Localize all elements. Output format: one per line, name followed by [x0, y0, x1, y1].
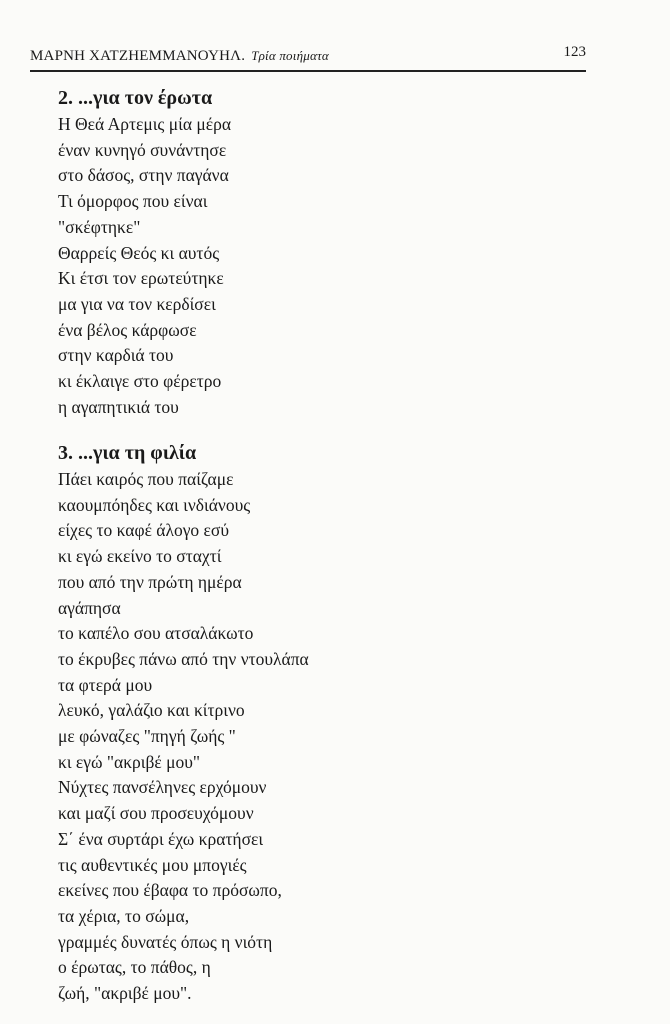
- verse-line: που από την πρώτη ημέρα: [58, 571, 242, 592]
- verse-line: Σ΄ ένα συρτάρι έχω κρατήσει: [58, 828, 264, 849]
- verse-line: Κι έτσι τον ερωτεύτηκε: [58, 268, 224, 289]
- verse-line: Τι όμορφος που είναι: [58, 191, 208, 212]
- verse-line: είχες το καφέ άλογο εσύ: [58, 520, 230, 541]
- verse-line: κι έκλαιγε στο φέρετρο: [58, 371, 222, 392]
- verse-line: Νύχτες πανσέληνες ερχόμουν: [58, 777, 267, 798]
- verse-line: στο δάσος, στην παγάνα: [58, 165, 229, 186]
- running-head: [30, 44, 586, 72]
- verse-line: με φώναζες "πηγή ζωής ": [58, 726, 236, 747]
- running-head-work-title: Τρία ποιήματα: [251, 48, 329, 63]
- verse-line: καουμπόηδες και ινδιάνους: [58, 494, 251, 515]
- verse-line: λευκό, γαλάζιο και κίτρινο: [58, 700, 245, 721]
- verse-line: Η Θεά Αρτεμις μία μέρα: [58, 114, 231, 134]
- verse-line: Θαρρείς Θεός κι αυτός: [58, 242, 220, 263]
- verse-line: ένα βέλος κάρφωσε: [58, 319, 197, 340]
- page-number: 123: [563, 44, 586, 60]
- verse-line: το έκρυβες πάνω από την ντουλάπα: [58, 648, 309, 669]
- poem-section-3: [58, 441, 309, 1007]
- verse-line: κι εγώ "ακριβέ μου": [58, 751, 201, 772]
- verse-line: ζωή, "ακριβέ μου".: [58, 983, 192, 1004]
- verse-line: κι εγώ εκείνο το σταχτί: [58, 546, 222, 567]
- verse-line: μα για να τον κερδίσει: [58, 293, 216, 314]
- verse-line: τα φτερά μου: [58, 674, 153, 695]
- verse-line: τις αυθεντικές μου μπογιές: [58, 854, 247, 875]
- verse-line: τα χέρια, το σώμα,: [58, 905, 190, 926]
- verse-line: και μαζί σου προσευχόμουν: [58, 803, 254, 824]
- verse-line: Πάει καιρός που παίζαμε: [58, 469, 234, 489]
- poem-verse: [58, 112, 231, 420]
- verse-line: έναν κυνηγό συνάντησε: [58, 139, 227, 160]
- verse-line: ο έρωτας, το πάθος, η: [58, 957, 211, 978]
- poem-verse: [58, 467, 309, 1007]
- verse-line: εκείνες που έβαφα το πρόσωπο,: [58, 880, 282, 901]
- poem-title: 3. ...για τη φιλία: [58, 442, 197, 464]
- running-head-author: [30, 48, 329, 65]
- author-name: ΜΑΡΝΗ ΧΑΤΖΗΕΜΜΑΝΟΥΗΛ.: [30, 48, 246, 64]
- verse-line: το καπέλο σου ατσαλάκωτο: [58, 623, 254, 644]
- poem-title: 2. ...για τον έρωτα: [58, 87, 213, 109]
- verse-line: στην καρδιά του: [58, 345, 174, 366]
- verse-line: "σκέφτηκε": [58, 216, 141, 237]
- poem-section-2: [58, 86, 231, 420]
- verse-line: αγάπησα: [58, 597, 121, 618]
- verse-line: γραμμές δυνατές όπως η νιότη: [58, 931, 273, 952]
- verse-line: η αγαπητικιά του: [58, 396, 179, 417]
